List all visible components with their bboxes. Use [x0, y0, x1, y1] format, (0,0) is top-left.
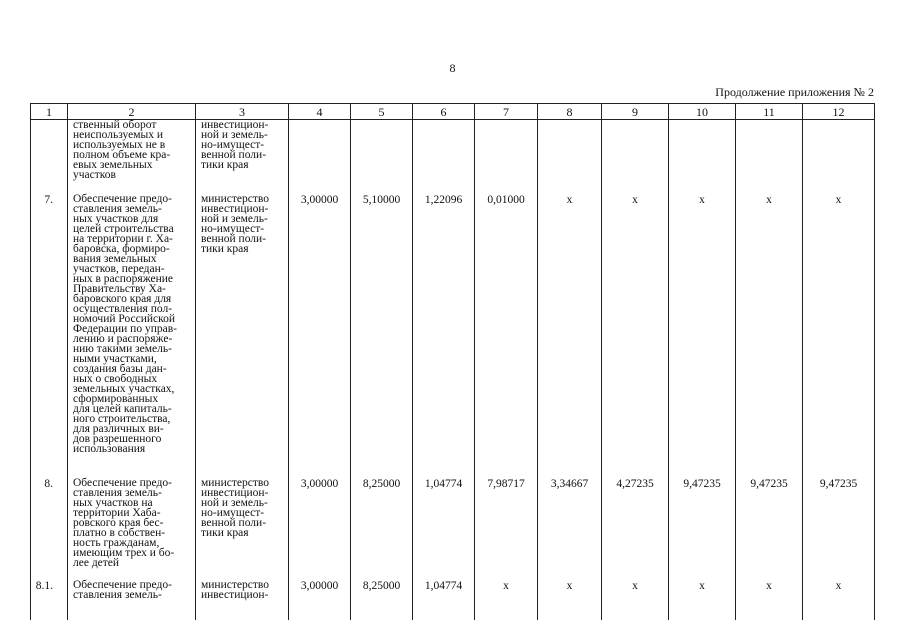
value-cell: 9,47235 — [669, 478, 736, 580]
row-number — [31, 120, 68, 195]
value-cell: х — [538, 580, 602, 620]
value-cell: 3,00000 — [289, 478, 351, 580]
appendix-table — [30, 103, 875, 620]
executor-cell — [196, 194, 289, 478]
value-cell: х — [602, 194, 669, 478]
executor-cell — [196, 120, 289, 195]
value-cell — [289, 120, 351, 195]
value-cell: х — [538, 194, 602, 478]
column-header: 9 — [602, 104, 669, 120]
executor-name: инвестицион- ной и земель- но-имущест- венной поли- тики края — [201, 119, 269, 171]
value-cell: х — [803, 194, 875, 478]
value-cell: 3,00000 — [289, 194, 351, 478]
table-row — [31, 478, 875, 580]
value-cell: 8,25000 — [351, 580, 413, 620]
value-cell: х — [736, 580, 803, 620]
value-cell: 4,27235 — [602, 478, 669, 580]
value-cell: 8,25000 — [351, 478, 413, 580]
row-number: 7. — [31, 194, 68, 478]
value-cell — [413, 120, 475, 195]
table-header-row — [31, 104, 875, 120]
column-header: 1 — [31, 104, 68, 120]
column-header: 3 — [196, 104, 289, 120]
table-row — [31, 194, 875, 478]
value-cell: 9,47235 — [736, 478, 803, 580]
column-header: 2 — [68, 104, 196, 120]
value-cell — [351, 120, 413, 195]
table-row — [31, 580, 875, 620]
measure-name: Обеспечение предо- ставления земель- ных участков для целей строительства на территории г. Ха- баровска, формиро- вания земельных участков, передан- ных в распоряжение Правительству Ха- баровского края для осуществления пол- номочий Российской Федерации по управ- лению и распоряже- нию такими земель- ными участками, создания базы дан- ных о свободных земельных участках, сформированных для целей капиталь- ного строительства, для различных ви- дов разрешенного использования — [73, 193, 177, 455]
page-number: 8 — [449, 61, 456, 75]
column-header: 4 — [289, 104, 351, 120]
column-header: 5 — [351, 104, 413, 120]
value-cell: х — [803, 580, 875, 620]
value-cell: х — [602, 580, 669, 620]
column-header: 11 — [736, 104, 803, 120]
value-cell: 7,98717 — [475, 478, 538, 580]
executor-name: министерство инвестицион- ной и земель- но-имущест- венной поли- тики края — [201, 193, 269, 255]
value-cell: х — [669, 194, 736, 478]
value-cell: 1,22096 — [413, 194, 475, 478]
row-number: 8.1. — [31, 580, 68, 620]
executor-cell — [196, 580, 289, 620]
table-row — [31, 120, 875, 195]
column-header: 8 — [538, 104, 602, 120]
value-cell: х — [669, 580, 736, 620]
column-header: 12 — [803, 104, 875, 120]
value-cell — [803, 120, 875, 195]
measure-name: Обеспечение предо- ставления земель- ных участков на территории Хаба- ровского края бес- платно в собствен- ность гражданам, имеющим трех и бо- лее детей — [73, 477, 175, 569]
value-cell — [669, 120, 736, 195]
value-cell — [736, 120, 803, 195]
column-header: 6 — [413, 104, 475, 120]
value-cell: х — [736, 194, 803, 478]
measure-name-cell — [68, 478, 196, 580]
executor-cell — [196, 478, 289, 580]
executor-name: министерство инвестицион- — [201, 579, 269, 601]
column-header: 10 — [669, 104, 736, 120]
value-cell — [475, 120, 538, 195]
value-cell — [538, 120, 602, 195]
measure-name-cell — [68, 120, 196, 195]
appendix-continuation-note: Продолжение приложения № 2 — [715, 85, 874, 99]
value-cell: 1,04774 — [413, 580, 475, 620]
row-number: 8. — [31, 478, 68, 580]
column-header: 7 — [475, 104, 538, 120]
value-cell: х — [475, 580, 538, 620]
value-cell: 9,47235 — [803, 478, 875, 580]
measure-name-cell — [68, 580, 196, 620]
measure-name: Обеспечение предо- ставления земель- — [73, 579, 172, 601]
value-cell — [602, 120, 669, 195]
value-cell: 5,10000 — [351, 194, 413, 478]
measure-name: ственный оборот неиспользуемых и используемых не в полном объеме кра- евых земельных участков — [73, 119, 171, 181]
executor-name: министерство инвестицион- ной и земель- но-имущест- венной поли- тики края — [201, 477, 269, 539]
value-cell: 3,34667 — [538, 478, 602, 580]
value-cell: 0,01000 — [475, 194, 538, 478]
value-cell: 1,04774 — [413, 478, 475, 580]
value-cell: 3,00000 — [289, 580, 351, 620]
measure-name-cell — [68, 194, 196, 478]
